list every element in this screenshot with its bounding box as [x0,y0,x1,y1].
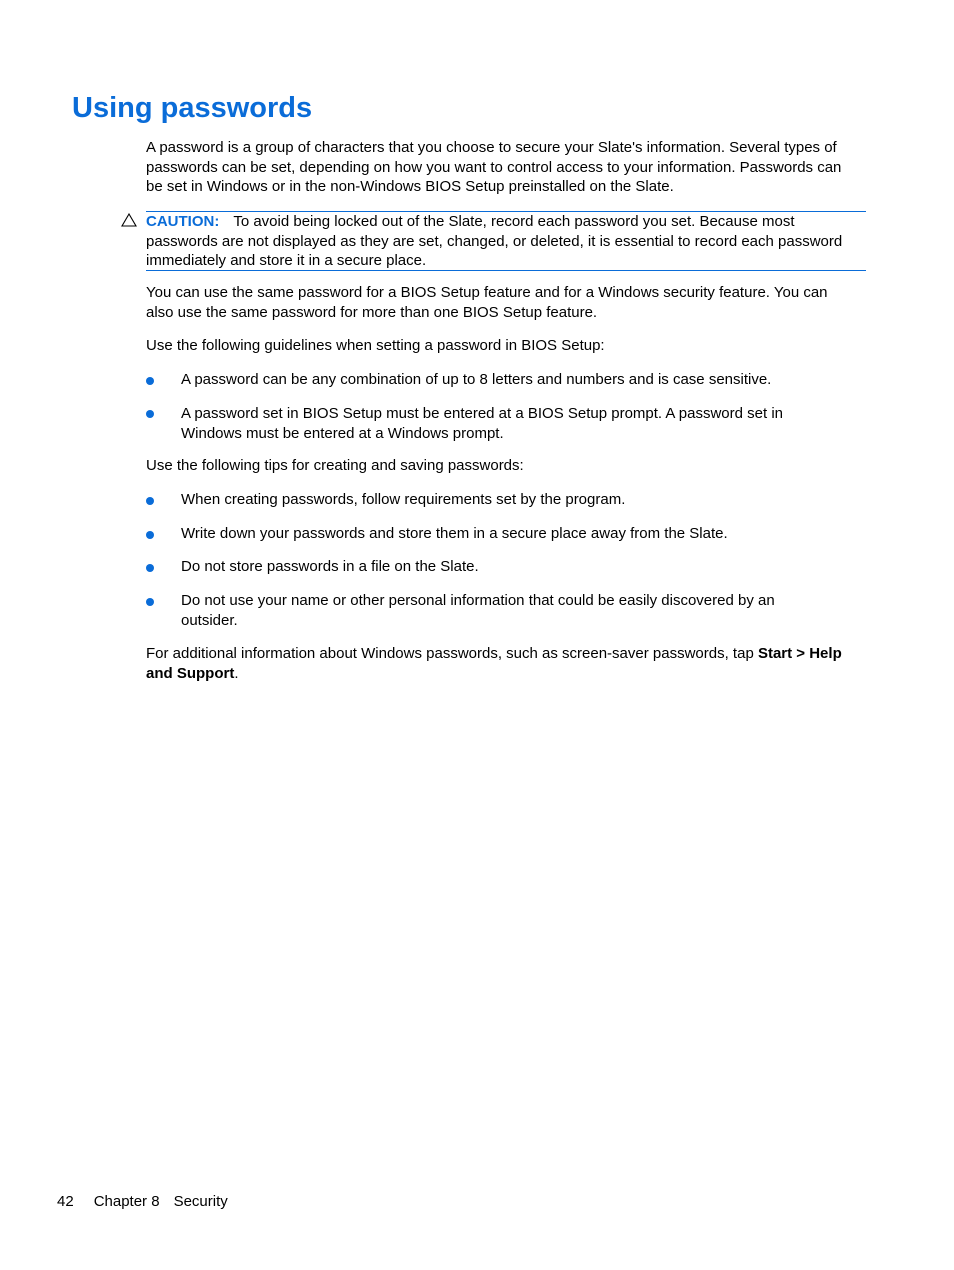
caution-label: CAUTION: [146,213,220,230]
additional-info-paragraph [146,644,858,683]
bullet-dot-icon [146,497,154,505]
page-number: 42 [57,1193,74,1210]
page-title: Using passwords [72,92,313,124]
tip-item: When creating passwords, follow requirements set by the program. [181,491,626,508]
guideline-item: A password can be any combination of up to 8 letters and numbers and is case sensitive. [181,371,772,388]
guideline-item: A password set in BIOS Setup must be entered at a BIOS Setup prompt. A password set in Windows must be entered at a Windows prompt. [181,405,783,442]
tip-item: Do not use your name or other personal information that could be easily discovered by an outsider. [181,592,775,629]
caution-paragraph [146,212,858,271]
bullet-dot-icon [146,564,154,572]
tips-intro: Use the following tips for creating and saving passwords: [146,457,524,474]
tip-item: Do not store passwords in a file on the Slate. [181,558,479,575]
bullet-dot-icon [146,531,154,539]
chapter-label: Chapter 8 [93,1193,160,1210]
additional-info-end: . [234,664,239,682]
intro-paragraph: A password is a group of characters that you choose to secure your Slate's information. Several types of passwords can be set, depending on how you want to control access to your information. Passwords can be set in Windows or in the non-Windows BIOS Setup preinstalled on the Slate. [146,139,842,195]
bullet-dot-icon [146,598,154,606]
page-footer [57,1192,228,1211]
start-help-support-reference: Start > Help and Support [146,645,842,682]
bullet-dot-icon [146,410,154,418]
additional-info-text: For additional information about Windows passwords, such as screen-saver passwords, tap [146,645,758,662]
section-label: Security [173,1193,228,1210]
caution-text: To avoid being locked out of the Slate, record each password you set. Because most passwords are not displayed as they are set, changed, or deleted, it is essential to record each password immediately and store it in a secure place. [146,213,843,269]
bullet-dot-icon [146,377,154,385]
tip-item: Write down your passwords and store them in a secure place away from the Slate. [181,525,728,542]
same-password-paragraph: You can use the same password for a BIOS Setup feature and for a Windows security feature. You can also use the same password for more than one BIOS Setup feature. [146,284,828,321]
caution-note [146,211,866,271]
warning-triangle-icon [121,213,137,227]
guidelines-intro: Use the following guidelines when setting a password in BIOS Setup: [146,337,605,354]
